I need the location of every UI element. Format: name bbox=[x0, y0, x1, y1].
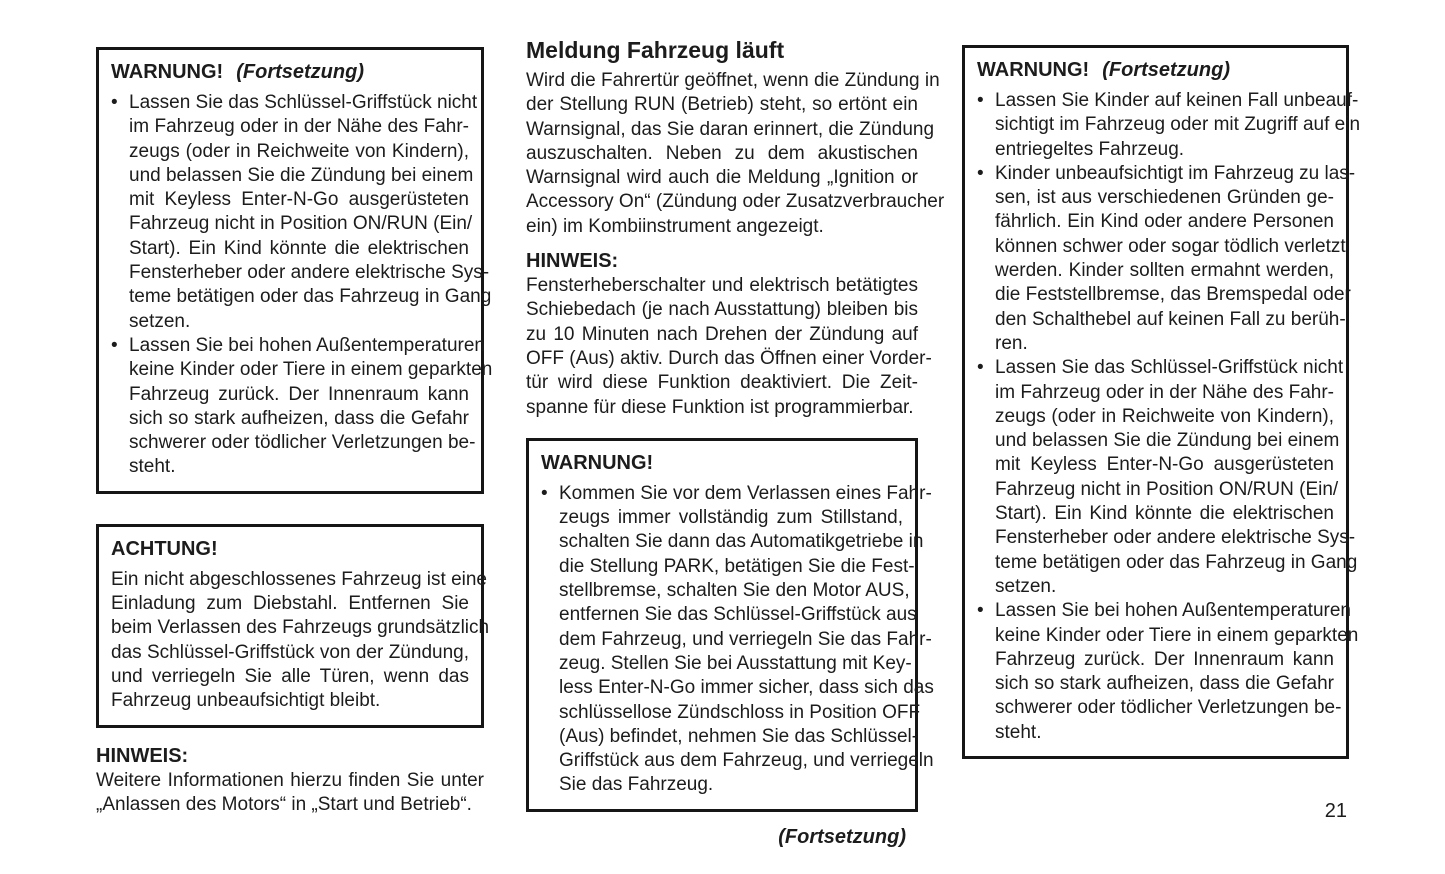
text-line: Warnsignal wird auch die Meldung „Ignition or bbox=[526, 167, 918, 189]
text-line: „Anlassen des Motors“ in „Start und Betrieb“. bbox=[96, 793, 472, 815]
warning-box-middle-title-row bbox=[541, 450, 903, 477]
bullet-marker: • bbox=[541, 482, 548, 504]
bullet-item bbox=[977, 599, 1359, 745]
bullet-body bbox=[559, 482, 934, 798]
text-line: zeugs (oder in Reichweite von Kindern), bbox=[995, 405, 1334, 427]
text-line: teme betätigen oder das Fahrzeug in Gang bbox=[129, 286, 492, 308]
text-line: Einladung zum Diebstahl. Entfernen Sie bbox=[111, 593, 469, 615]
text-line: mit Keyless Enter-N-Go ausgerüsteten bbox=[129, 189, 469, 211]
text-line: zu 10 Minuten nach Drehen der Zündung auf bbox=[526, 323, 918, 345]
bullet-body bbox=[995, 599, 1359, 745]
text-line: die Stellung PARK, betätigen Sie die Fest- bbox=[559, 555, 915, 577]
text-line: Lassen Sie Kinder auf keinen Fall unbeauf- bbox=[995, 90, 1359, 111]
left-column bbox=[96, 47, 493, 817]
bullet-body bbox=[129, 334, 493, 480]
text-line: entfernen Sie das Schlüssel-Griffstück aus bbox=[559, 604, 917, 626]
text-line: steht. bbox=[129, 456, 176, 478]
text-line: Wird die Fahrertür geöffnet, wenn die Zündung in bbox=[526, 70, 940, 91]
section-intro bbox=[526, 69, 945, 239]
note-middle-body bbox=[526, 274, 932, 420]
text-line: steht. bbox=[995, 721, 1042, 743]
text-line: Griffstück aus dem Fahrzeug, und verriegeln bbox=[559, 750, 934, 772]
text-line: Lassen Sie bei hohen Außentemperaturen bbox=[129, 334, 485, 356]
text-line: sich so stark aufheizen, dass die Gefahr bbox=[995, 673, 1334, 695]
text-line: ren. bbox=[995, 332, 1028, 354]
text-line: mit Keyless Enter-N-Go ausgerüsteten bbox=[995, 454, 1334, 476]
text-line: schwerer oder tödlicher Verletzungen be- bbox=[129, 432, 476, 454]
bullet-item bbox=[977, 162, 1356, 356]
text-line: (Aus) befindet, nehmen Sie das Schlüssel- bbox=[559, 725, 919, 747]
text-line: im Fahrzeug oder in der Nähe des Fahr- bbox=[995, 381, 1334, 403]
caution-title: ACHTUNG! bbox=[111, 537, 218, 560]
text-line: sichtigt im Fahrzeug oder mit Zugriff auf ein bbox=[995, 114, 1361, 136]
bullet-body bbox=[995, 162, 1356, 356]
bullet-marker: • bbox=[977, 357, 984, 379]
text-line: sich so stark aufheizen, dass die Gefahr bbox=[129, 407, 469, 429]
page-number: 21 bbox=[1324, 800, 1347, 822]
text-line: Fahrzeug zurück. Der Innenraum kann bbox=[995, 648, 1334, 670]
bullet-marker: • bbox=[977, 162, 984, 184]
text-line: fährlich. Ein Kind oder andere Personen bbox=[995, 211, 1334, 233]
bullet-item bbox=[541, 482, 934, 798]
text-line: und belassen Sie die Zündung bei einem bbox=[995, 430, 1340, 452]
text-line: entriegeltes Fahrzeug. bbox=[995, 138, 1185, 160]
text-line: tür wird diese Funktion deaktiviert. Die Zeit- bbox=[526, 372, 918, 394]
text-line: Fensterheber oder andere elektrische Sys- bbox=[129, 262, 490, 284]
caution-box-body bbox=[111, 568, 490, 714]
text-line: die Feststellbremse, das Bremspedal oder bbox=[995, 284, 1351, 306]
text-line: werden. Kinder sollten ermahnt werden, bbox=[995, 260, 1334, 282]
text-line: Accessory On“ (Zündung oder Zusatzverbraucher bbox=[526, 191, 945, 213]
bullet-item bbox=[111, 91, 492, 334]
bullet-marker: • bbox=[111, 92, 118, 113]
middle-column bbox=[526, 36, 945, 849]
text-line: keine Kinder oder Tiere in einem geparkten bbox=[995, 624, 1359, 646]
text-line: Start). Ein Kind könnte die elektrischen bbox=[129, 237, 469, 259]
text-line: teme betätigen oder das Fahrzeug in Gang bbox=[995, 551, 1358, 573]
warning-box-left bbox=[96, 47, 493, 494]
bullet-item bbox=[111, 334, 493, 480]
text-line: schwerer oder tödlicher Verletzungen be- bbox=[995, 697, 1342, 719]
text-line: Start). Ein Kind könnte die elektrischen bbox=[995, 503, 1334, 525]
text-line: sen, ist aus verschiedenen Gründen ge- bbox=[995, 187, 1334, 209]
text-line: OFF (Aus) aktiv. Durch das Öffnen einer Vorder- bbox=[526, 347, 932, 369]
text-line: Kinder unbeaufsichtigt im Fahrzeug zu las- bbox=[995, 162, 1356, 184]
warning-box-right-bullets bbox=[977, 89, 1361, 745]
warning-box-left-title-row bbox=[111, 59, 469, 86]
text-line: Weitere Informationen hierzu finden Sie unter bbox=[96, 769, 484, 791]
warning-box-left-bullets bbox=[111, 91, 493, 480]
text-line: im Fahrzeug oder in der Nähe des Fahr- bbox=[129, 116, 469, 138]
continuation-marker: (Fortsetzung) bbox=[778, 825, 906, 848]
bullet-body bbox=[129, 91, 492, 334]
warning-box-middle-bullets bbox=[541, 482, 934, 798]
text-line: auszuschalten. Neben zu dem akustischen bbox=[526, 142, 918, 164]
text-line: Schiebedach (je nach Ausstattung) bleiben bis bbox=[526, 299, 918, 321]
warning-box-right-title-row bbox=[977, 57, 1334, 84]
text-line: ein) im Kombiinstrument angezeigt. bbox=[526, 215, 824, 237]
text-line: zeugs immer vollständig zum Stillstand, bbox=[559, 507, 903, 529]
text-line: den Schalthebel auf keinen Fall zu berüh- bbox=[995, 308, 1346, 330]
text-line: Warnsignal, das Sie daran erinnert, die Zündung bbox=[526, 118, 935, 140]
text-line: schalten Sie dann das Automatikgetriebe in bbox=[559, 531, 924, 553]
warning-title: WARNUNG! bbox=[541, 451, 654, 474]
bullet-body bbox=[995, 356, 1358, 599]
warning-title: WARNUNG! bbox=[977, 59, 1090, 81]
warning-box-middle bbox=[526, 438, 934, 812]
note-middle bbox=[526, 248, 932, 420]
text-line: und belassen Sie die Zündung bei einem bbox=[129, 164, 474, 186]
text-line: und verriegeln Sie alle Türen, wenn das bbox=[111, 665, 469, 687]
note-middle-label: HINWEIS: bbox=[526, 250, 619, 273]
caution-box bbox=[96, 524, 490, 728]
text-line: spanne für diese Funktion ist programmierbar. bbox=[526, 396, 914, 418]
text-line: Fahrzeug nicht in Position ON/RUN (Ein/ bbox=[129, 213, 473, 235]
bullet-marker: • bbox=[111, 334, 118, 356]
text-line: setzen. bbox=[995, 575, 1057, 597]
continuation-label: (Fortsetzung) bbox=[1102, 59, 1230, 81]
text-line: zeugs (oder in Reichweite von Kindern), bbox=[129, 140, 469, 162]
text-line: Fensterheberschalter und elektrisch betätigtes bbox=[526, 275, 918, 297]
text-line: das Schlüssel-Griffstück von der Zündung, bbox=[111, 641, 469, 663]
right-column bbox=[962, 45, 1361, 759]
bullet-item bbox=[977, 356, 1358, 599]
text-line: Lassen Sie das Schlüssel-Griffstück nicht bbox=[129, 92, 478, 113]
text-line: Fahrzeug zurück. Der Innenraum kann bbox=[129, 383, 469, 405]
text-line: Lassen Sie das Schlüssel-Griffstück nicht bbox=[995, 357, 1344, 379]
text-line: zeug. Stellen Sie bei Ausstattung mit Key- bbox=[559, 652, 912, 674]
text-line: der Stellung RUN (Betrieb) steht, so ertönt ein bbox=[526, 94, 918, 116]
text-line: können schwer oder sogar tödlich verletzt bbox=[995, 235, 1346, 257]
text-line: Kommen Sie vor dem Verlassen eines Fahr- bbox=[559, 482, 932, 504]
text-line: setzen. bbox=[129, 310, 191, 332]
text-line: Fensterheber oder andere elektrische Sys- bbox=[995, 527, 1356, 549]
bullet-marker: • bbox=[977, 600, 984, 622]
text-line: Fahrzeug nicht in Position ON/RUN (Ein/ bbox=[995, 478, 1339, 500]
text-line: dem Fahrzeug, und verriegeln Sie das Fahr- bbox=[559, 628, 932, 650]
section-heading: Meldung Fahrzeug läuft bbox=[526, 37, 785, 63]
warning-title: WARNUNG! bbox=[111, 61, 224, 83]
bullet-item bbox=[977, 89, 1361, 162]
text-line: Sie das Fahrzeug. bbox=[559, 774, 714, 796]
note-left bbox=[96, 743, 484, 818]
caution-box-title-row bbox=[111, 536, 469, 563]
text-line: Fahrzeug unbeaufsichtigt bleibt. bbox=[111, 690, 381, 712]
warning-box-right bbox=[962, 45, 1361, 759]
text-line: stellbremse, schalten Sie den Motor AUS, bbox=[559, 580, 910, 602]
text-line: less Enter-N-Go immer sicher, dass sich das bbox=[559, 677, 934, 699]
note-left-label: HINWEIS: bbox=[96, 744, 189, 767]
text-line: Lassen Sie bei hohen Außentemperaturen bbox=[995, 600, 1351, 622]
text-line: keine Kinder oder Tiere in einem geparkten bbox=[129, 359, 493, 381]
text-line: beim Verlassen des Fahrzeugs grundsätzlich bbox=[111, 617, 490, 639]
text-line: schlüssellose Zündschloss in Position OFF bbox=[559, 701, 921, 723]
bullet-body bbox=[995, 89, 1361, 162]
note-left-body bbox=[96, 769, 484, 818]
continuation-label: (Fortsetzung) bbox=[236, 61, 364, 83]
bullet-marker: • bbox=[977, 90, 984, 111]
text-line: Ein nicht abgeschlossenes Fahrzeug ist eine bbox=[111, 568, 488, 590]
